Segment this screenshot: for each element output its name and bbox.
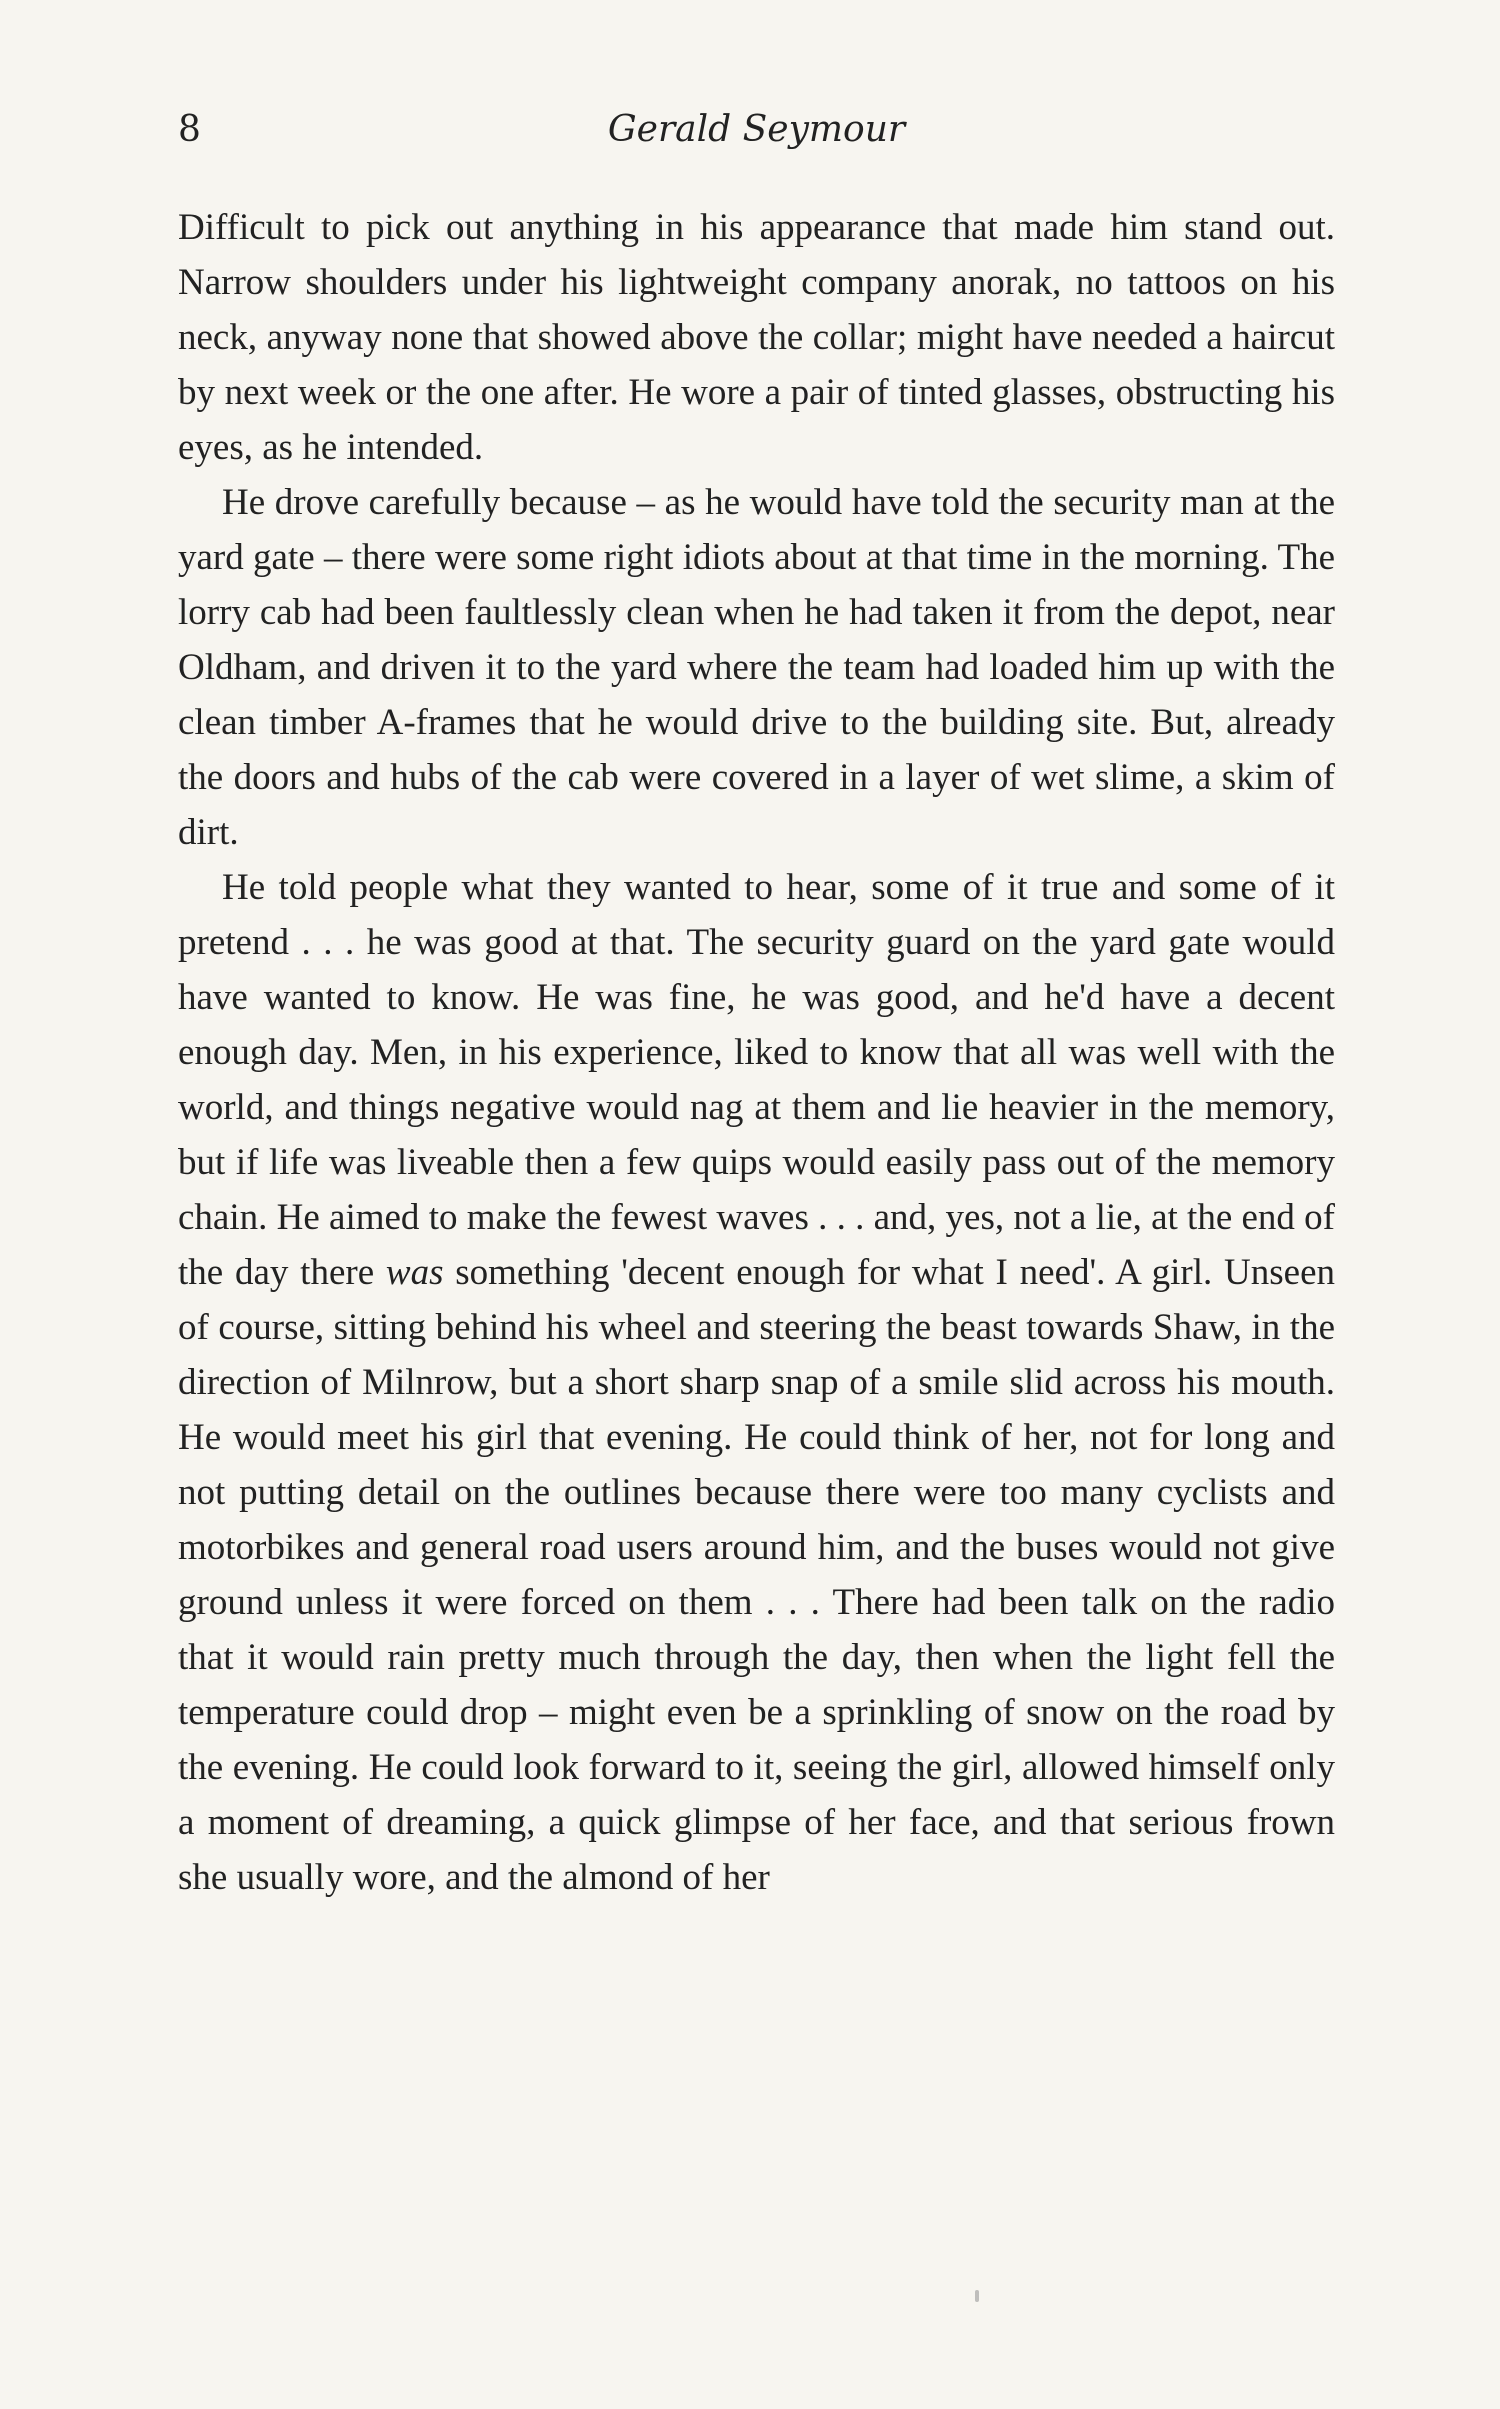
body-text — [178, 200, 1335, 1905]
paragraph-2: He drove carefully because – as he would have told the security man at the yard gate – there were some right idiots about at that time in the morning. The lorry cab had been faultlessly clean when he had taken it from the depot, near Oldham, and driven it to the yard where the team had loaded him up with the clean timber A-frames that he would drive to the building site. But, already the doors and hubs of the cab were covered in a layer of wet slime, a skim of dirt. — [178, 482, 1335, 853]
paper-speck — [975, 2290, 979, 2302]
paragraph-1: Difficult to pick out anything in his appearance that made him stand out. Narrow shoulders under his lightweight company anorak, no tattoos on his neck, anyway none that showed above the collar; might have needed a haircut by next week or the one after. He wore a pair of tinted glasses, obstructing his eyes, as he intended. — [178, 207, 1335, 468]
running-head — [178, 105, 1335, 155]
running-head-author: Gerald Seymour — [607, 109, 906, 150]
page-number: 8 — [178, 109, 201, 150]
paragraph-3 — [178, 860, 1335, 1905]
paragraph-3-text-a: He told people what they wanted to hear, some of it true and some of it pretend . . . he was good at that. The security guard on the yard gate would have wanted to know. He was fine, he was good, and he'd have a decent enough day. Men, in his experience, liked to know that all was well with the world, and things negative would nag at them and lie heavier in the memory, but if life was liveable then a few quips would easily pass out of the memory chain. He aimed to make the fewest waves . . . and, yes, not a lie, at the end of the day there — [178, 867, 1335, 1293]
paragraph-3-text-b: something 'decent enough for what I need'. A girl. Unseen of course, sitting behind his wheel and steering the beast towards Shaw, in the direction of Milnrow, but a short sharp snap of a smile slid across his mouth. He would meet his girl that evening. He could think of her, not for long and not putting detail on the outlines because there were too many cyclists and motorbikes and general road users around him, and the buses would not give ground unless it were forced on them . . . There had been talk on the radio that it would rain pretty much through the day, then when the light fell the temperature could drop – might even be a sprinkling of snow on the road by the evening. He could look forward to it, seeing the girl, allowed himself only a moment of dreaming, a quick glimpse of her face, and that serious frown she usually wore, and the almond of her — [178, 1252, 1335, 1898]
paragraph-3-emphasis: was — [385, 1252, 444, 1293]
